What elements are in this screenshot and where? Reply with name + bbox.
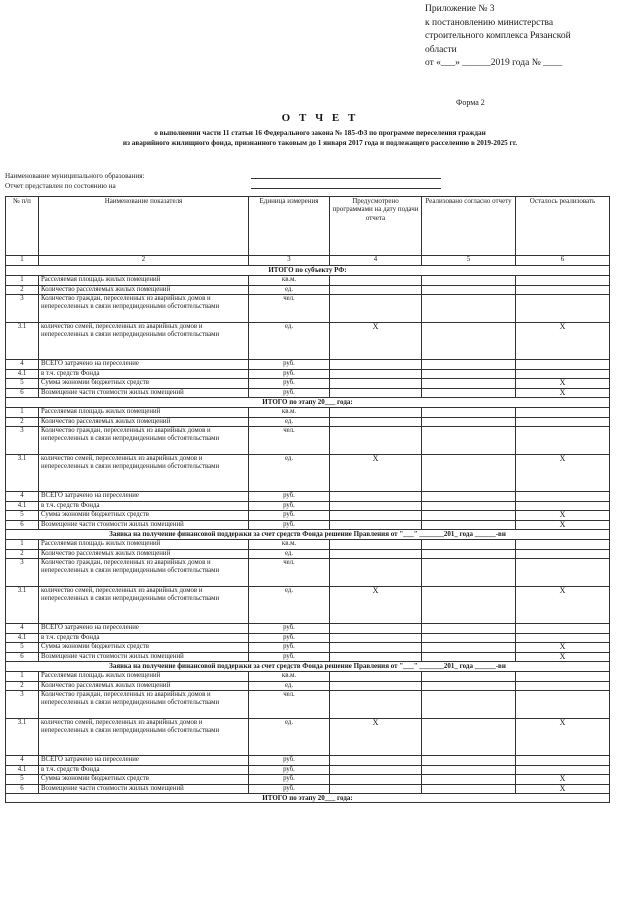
table-row bbox=[6, 285, 610, 295]
row-unit: руб. bbox=[249, 360, 330, 370]
row-indicator-name: Количество расселяемых жилых помещений bbox=[39, 549, 249, 559]
row-indicator-name: количество семей, переселенных из аварийных домов и непереселенных в связи непредвиденными обстоятельствами bbox=[39, 719, 249, 756]
x-mark: X bbox=[330, 455, 422, 492]
header-left: Осталось реализовать bbox=[516, 197, 610, 256]
left-cell bbox=[516, 492, 610, 502]
row-indicator-name: Возмещение части стоимости жилых помещений bbox=[39, 520, 249, 530]
planned-cell bbox=[330, 417, 422, 427]
row-unit: ед. bbox=[249, 455, 330, 492]
planned-cell bbox=[330, 765, 422, 775]
row-unit: чел. bbox=[249, 559, 330, 587]
row-number: 4 bbox=[6, 360, 39, 370]
done-cell bbox=[422, 643, 516, 653]
table-row bbox=[6, 784, 610, 794]
left-cell bbox=[516, 559, 610, 587]
row-indicator-name: количество семей, переселенных из аварийных домов и непереселенных в связи непредвиденными обстоятельствами bbox=[39, 587, 249, 624]
header-done: Реализовано согласно отчету bbox=[422, 197, 516, 256]
planned-cell bbox=[330, 388, 422, 398]
row-number: 5 bbox=[6, 379, 39, 389]
section-header-row bbox=[6, 398, 610, 408]
header-num: № п/п bbox=[6, 197, 39, 256]
column-number: 6 bbox=[516, 256, 610, 266]
table-row bbox=[6, 427, 610, 455]
x-mark: X bbox=[516, 643, 610, 653]
left-cell bbox=[516, 417, 610, 427]
row-unit: руб. bbox=[249, 775, 330, 785]
planned-cell bbox=[330, 285, 422, 295]
left-cell bbox=[516, 681, 610, 691]
x-mark: X bbox=[516, 587, 610, 624]
table-row bbox=[6, 501, 610, 511]
planned-cell bbox=[330, 369, 422, 379]
section-title: Заявка на получение финансовой поддержки за счет средств Фонда решение Правления от "___" _______201_ года ______-вн bbox=[6, 530, 610, 540]
row-unit: кв.м. bbox=[249, 672, 330, 682]
row-number: 1 bbox=[6, 540, 39, 550]
table-row bbox=[6, 633, 610, 643]
table-row bbox=[6, 559, 610, 587]
row-indicator-name: Сумма экономии бюджетных средств bbox=[39, 775, 249, 785]
report-date-label: Отчет представлен по состоянию на bbox=[5, 182, 116, 190]
planned-cell bbox=[330, 756, 422, 766]
planned-cell bbox=[330, 379, 422, 389]
table-row bbox=[6, 643, 610, 653]
row-indicator-name: Количество расселяемых жилых помещений bbox=[39, 285, 249, 295]
table-row bbox=[6, 652, 610, 662]
table-row bbox=[6, 719, 610, 756]
table-row bbox=[6, 295, 610, 323]
done-cell bbox=[422, 285, 516, 295]
left-cell bbox=[516, 691, 610, 719]
row-number: 1 bbox=[6, 672, 39, 682]
row-unit: кв.м. bbox=[249, 408, 330, 418]
row-unit: чел. bbox=[249, 427, 330, 455]
done-cell bbox=[422, 775, 516, 785]
row-number: 4 bbox=[6, 756, 39, 766]
row-indicator-name: Возмещение части стоимости жилых помещений bbox=[39, 784, 249, 794]
section-header-row bbox=[6, 266, 610, 276]
done-cell bbox=[422, 652, 516, 662]
row-number: 3.1 bbox=[6, 719, 39, 756]
table-row bbox=[6, 587, 610, 624]
done-cell bbox=[422, 388, 516, 398]
table-row bbox=[6, 492, 610, 502]
planned-cell bbox=[330, 559, 422, 587]
report-date-field[interactable] bbox=[251, 188, 441, 189]
row-number: 2 bbox=[6, 285, 39, 295]
row-unit: руб. bbox=[249, 379, 330, 389]
done-cell bbox=[422, 323, 516, 360]
row-indicator-name: ВСЕГО затрачено на переселение bbox=[39, 360, 249, 370]
done-cell bbox=[422, 624, 516, 634]
done-cell bbox=[422, 719, 516, 756]
table-row bbox=[6, 775, 610, 785]
planned-cell bbox=[330, 520, 422, 530]
row-number: 6 bbox=[6, 784, 39, 794]
column-number-row bbox=[6, 256, 610, 266]
planned-cell bbox=[330, 775, 422, 785]
row-unit: руб. bbox=[249, 501, 330, 511]
row-number: 4 bbox=[6, 492, 39, 502]
section-header-row bbox=[6, 662, 610, 672]
done-cell bbox=[422, 511, 516, 521]
done-cell bbox=[422, 408, 516, 418]
done-cell bbox=[422, 765, 516, 775]
row-number: 6 bbox=[6, 520, 39, 530]
left-cell bbox=[516, 501, 610, 511]
table-row bbox=[6, 540, 610, 550]
section-title: Заявка на получение финансовой поддержки за счет средств Фонда решение Правления от "___" _______201_ года ______-вн bbox=[6, 662, 610, 672]
done-cell bbox=[422, 633, 516, 643]
row-number: 1 bbox=[6, 276, 39, 286]
row-number: 5 bbox=[6, 511, 39, 521]
left-cell bbox=[516, 285, 610, 295]
left-cell bbox=[516, 765, 610, 775]
appendix-line: к постановлению министерства bbox=[425, 17, 554, 28]
row-number: 6 bbox=[6, 388, 39, 398]
left-cell bbox=[516, 633, 610, 643]
row-number: 3 bbox=[6, 691, 39, 719]
row-unit: кв.м. bbox=[249, 276, 330, 286]
row-number: 2 bbox=[6, 549, 39, 559]
row-indicator-name: в т.ч. средств Фонда bbox=[39, 765, 249, 775]
planned-cell bbox=[330, 276, 422, 286]
planned-cell bbox=[330, 652, 422, 662]
row-unit: руб. bbox=[249, 511, 330, 521]
row-number: 4.1 bbox=[6, 501, 39, 511]
planned-cell bbox=[330, 643, 422, 653]
row-unit: ед. bbox=[249, 323, 330, 360]
row-indicator-name: Расселяемая площадь жилых помещений bbox=[39, 672, 249, 682]
row-number: 2 bbox=[6, 417, 39, 427]
row-unit: руб. bbox=[249, 652, 330, 662]
done-cell bbox=[422, 587, 516, 624]
planned-cell bbox=[330, 501, 422, 511]
done-cell bbox=[422, 784, 516, 794]
section-title: ИТОГО по этапу 20___ года: bbox=[6, 398, 610, 408]
section-header-row bbox=[6, 530, 610, 540]
row-unit: руб. bbox=[249, 388, 330, 398]
x-mark: X bbox=[516, 455, 610, 492]
row-number: 4.1 bbox=[6, 765, 39, 775]
row-number: 5 bbox=[6, 643, 39, 653]
header-name: Наименование показателя bbox=[39, 197, 249, 256]
row-indicator-name: в т.ч. средств Фонда bbox=[39, 633, 249, 643]
left-cell bbox=[516, 756, 610, 766]
row-unit: руб. bbox=[249, 369, 330, 379]
section-header-row bbox=[6, 794, 610, 803]
done-cell bbox=[422, 276, 516, 286]
row-indicator-name: Количество расселяемых жилых помещений bbox=[39, 417, 249, 427]
x-mark: X bbox=[516, 323, 610, 360]
x-mark: X bbox=[330, 719, 422, 756]
column-number: 2 bbox=[39, 256, 249, 266]
appendix-line: области bbox=[425, 44, 457, 55]
table-row bbox=[6, 379, 610, 389]
appendix-block bbox=[425, 3, 635, 71]
done-cell bbox=[422, 379, 516, 389]
table-row bbox=[6, 417, 610, 427]
subtitle-line: из аварийного жилищного фонда, признанного таковым до 1 января 2017 года и подлежащего расселению в 2019-2025 гг. bbox=[122, 139, 518, 147]
row-unit: руб. bbox=[249, 784, 330, 794]
x-mark: X bbox=[516, 520, 610, 530]
table-row bbox=[6, 681, 610, 691]
row-unit: руб. bbox=[249, 756, 330, 766]
row-unit: чел. bbox=[249, 295, 330, 323]
table-row bbox=[6, 672, 610, 682]
done-cell bbox=[422, 681, 516, 691]
row-indicator-name: количество семей, переселенных из аварийных домов и непереселенных в связи непредвиденными обстоятельствами bbox=[39, 323, 249, 360]
section-title: ИТОГО по этапу 20___ года: bbox=[6, 794, 610, 803]
row-number: 5 bbox=[6, 775, 39, 785]
planned-cell bbox=[330, 549, 422, 559]
left-cell bbox=[516, 624, 610, 634]
row-number: 3 bbox=[6, 559, 39, 587]
done-cell bbox=[422, 501, 516, 511]
left-cell bbox=[516, 427, 610, 455]
table-row bbox=[6, 388, 610, 398]
done-cell bbox=[422, 360, 516, 370]
column-number: 3 bbox=[249, 256, 330, 266]
row-number: 6 bbox=[6, 652, 39, 662]
row-indicator-name: ВСЕГО затрачено на переселение bbox=[39, 624, 249, 634]
row-number: 4.1 bbox=[6, 633, 39, 643]
done-cell bbox=[422, 520, 516, 530]
row-unit: кв.м. bbox=[249, 540, 330, 550]
row-number: 4.1 bbox=[6, 369, 39, 379]
planned-cell bbox=[330, 672, 422, 682]
row-unit: ед. bbox=[249, 285, 330, 295]
x-mark: X bbox=[516, 511, 610, 521]
x-mark: X bbox=[516, 652, 610, 662]
row-indicator-name: Количество граждан, переселенных из аварийных домов и непереселенных в связи непредвиденными обстоятельствами bbox=[39, 691, 249, 719]
done-cell bbox=[422, 427, 516, 455]
row-indicator-name: Возмещение части стоимости жилых помещений bbox=[39, 652, 249, 662]
table-row bbox=[6, 691, 610, 719]
row-indicator-name: в т.ч. средств Фонда bbox=[39, 501, 249, 511]
done-cell bbox=[422, 559, 516, 587]
planned-cell bbox=[330, 540, 422, 550]
done-cell bbox=[422, 417, 516, 427]
municipality-label: Наименование муниципального образования: bbox=[5, 172, 145, 180]
row-indicator-name: количество семей, переселенных из аварийных домов и непереселенных в связи непредвиденными обстоятельствами bbox=[39, 455, 249, 492]
x-mark: X bbox=[516, 388, 610, 398]
header-unit: Единица измерения bbox=[249, 197, 330, 256]
report-subtitle bbox=[20, 128, 620, 148]
row-unit: ед. bbox=[249, 719, 330, 756]
row-indicator-name: ВСЕГО затрачено на переселение bbox=[39, 492, 249, 502]
planned-cell bbox=[330, 681, 422, 691]
planned-cell bbox=[330, 633, 422, 643]
row-number: 3.1 bbox=[6, 455, 39, 492]
left-cell bbox=[516, 369, 610, 379]
row-indicator-name: Расселяемая площадь жилых помещений bbox=[39, 408, 249, 418]
planned-cell bbox=[330, 624, 422, 634]
column-number: 4 bbox=[330, 256, 422, 266]
table-row bbox=[6, 455, 610, 492]
report-meta bbox=[5, 171, 145, 191]
row-number: 3 bbox=[6, 427, 39, 455]
row-indicator-name: Сумма экономии бюджетных средств bbox=[39, 643, 249, 653]
left-cell bbox=[516, 549, 610, 559]
table-row bbox=[6, 520, 610, 530]
row-unit: руб. bbox=[249, 643, 330, 653]
header-planned: Предусмотрено программами на дату подачи отчета bbox=[330, 197, 422, 256]
row-number: 1 bbox=[6, 408, 39, 418]
row-indicator-name: Количество расселяемых жилых помещений bbox=[39, 681, 249, 691]
table-row bbox=[6, 765, 610, 775]
planned-cell bbox=[330, 408, 422, 418]
planned-cell bbox=[330, 492, 422, 502]
left-cell bbox=[516, 276, 610, 286]
done-cell bbox=[422, 672, 516, 682]
done-cell bbox=[422, 369, 516, 379]
header-row bbox=[6, 197, 610, 256]
x-mark: X bbox=[330, 587, 422, 624]
x-mark: X bbox=[516, 379, 610, 389]
column-number: 5 bbox=[422, 256, 516, 266]
row-number: 2 bbox=[6, 681, 39, 691]
appendix-line: Приложение № 3 bbox=[425, 4, 495, 14]
row-indicator-name: Сумма экономии бюджетных средств bbox=[39, 511, 249, 521]
done-cell bbox=[422, 295, 516, 323]
row-indicator-name: Возмещение части стоимости жилых помещений bbox=[39, 388, 249, 398]
table-row bbox=[6, 408, 610, 418]
left-cell bbox=[516, 360, 610, 370]
planned-cell bbox=[330, 784, 422, 794]
table-row bbox=[6, 549, 610, 559]
row-indicator-name: Количество граждан, переселенных из аварийных домов и непереселенных в связи непредвиденными обстоятельствами bbox=[39, 295, 249, 323]
left-cell bbox=[516, 540, 610, 550]
done-cell bbox=[422, 691, 516, 719]
section-title: ИТОГО по субъекту РФ: bbox=[6, 266, 610, 276]
planned-cell bbox=[330, 511, 422, 521]
planned-cell bbox=[330, 427, 422, 455]
row-unit: ед. bbox=[249, 681, 330, 691]
planned-cell bbox=[330, 360, 422, 370]
table-row bbox=[6, 756, 610, 766]
row-indicator-name: ВСЕГО затрачено на переселение bbox=[39, 756, 249, 766]
row-unit: руб. bbox=[249, 624, 330, 634]
row-unit: руб. bbox=[249, 765, 330, 775]
table-row bbox=[6, 369, 610, 379]
table-row bbox=[6, 624, 610, 634]
planned-cell bbox=[330, 691, 422, 719]
table-row bbox=[6, 276, 610, 286]
done-cell bbox=[422, 756, 516, 766]
row-unit: руб. bbox=[249, 633, 330, 643]
subtitle-line: о выполнении части 11 статьи 16 Федерального закона № 185-ФЗ по программе переселения граждан bbox=[154, 129, 486, 137]
report-title: О Т Ч Е Т bbox=[281, 112, 359, 124]
planned-cell bbox=[330, 295, 422, 323]
row-number: 3.1 bbox=[6, 323, 39, 360]
x-mark: X bbox=[516, 784, 610, 794]
row-unit: руб. bbox=[249, 492, 330, 502]
row-number: 4 bbox=[6, 624, 39, 634]
row-indicator-name: Количество граждан, переселенных из аварийных домов и непереселенных в связи непредвиденными обстоятельствами bbox=[39, 559, 249, 587]
row-number: 3 bbox=[6, 295, 39, 323]
left-cell bbox=[516, 408, 610, 418]
row-unit: ед. bbox=[249, 417, 330, 427]
table-row bbox=[6, 323, 610, 360]
done-cell bbox=[422, 492, 516, 502]
done-cell bbox=[422, 455, 516, 492]
row-indicator-name: в т.ч. средств Фонда bbox=[39, 369, 249, 379]
appendix-line: строительного комплекса Рязанской bbox=[425, 31, 571, 42]
appendix-date-line: от «___» ______2019 года № ____ bbox=[425, 58, 563, 69]
municipality-field[interactable] bbox=[251, 178, 441, 179]
x-mark: X bbox=[330, 323, 422, 360]
row-indicator-name: Расселяемая площадь жилых помещений bbox=[39, 276, 249, 286]
row-number: 3.1 bbox=[6, 587, 39, 624]
left-cell bbox=[516, 672, 610, 682]
row-indicator-name: Расселяемая площадь жилых помещений bbox=[39, 540, 249, 550]
done-cell bbox=[422, 549, 516, 559]
row-unit: ед. bbox=[249, 549, 330, 559]
row-unit: чел. bbox=[249, 691, 330, 719]
row-indicator-name: Сумма экономии бюджетных средств bbox=[39, 379, 249, 389]
left-cell bbox=[516, 295, 610, 323]
table-row bbox=[6, 360, 610, 370]
row-unit: ед. bbox=[249, 587, 330, 624]
report-table bbox=[5, 196, 610, 803]
x-mark: X bbox=[516, 719, 610, 756]
form-number: Форма 2 bbox=[456, 98, 485, 107]
table-row bbox=[6, 511, 610, 521]
x-mark: X bbox=[516, 775, 610, 785]
column-number: 1 bbox=[6, 256, 39, 266]
row-unit: руб. bbox=[249, 520, 330, 530]
row-indicator-name: Количество граждан, переселенных из аварийных домов и непереселенных в связи непредвиденными обстоятельствами bbox=[39, 427, 249, 455]
done-cell bbox=[422, 540, 516, 550]
